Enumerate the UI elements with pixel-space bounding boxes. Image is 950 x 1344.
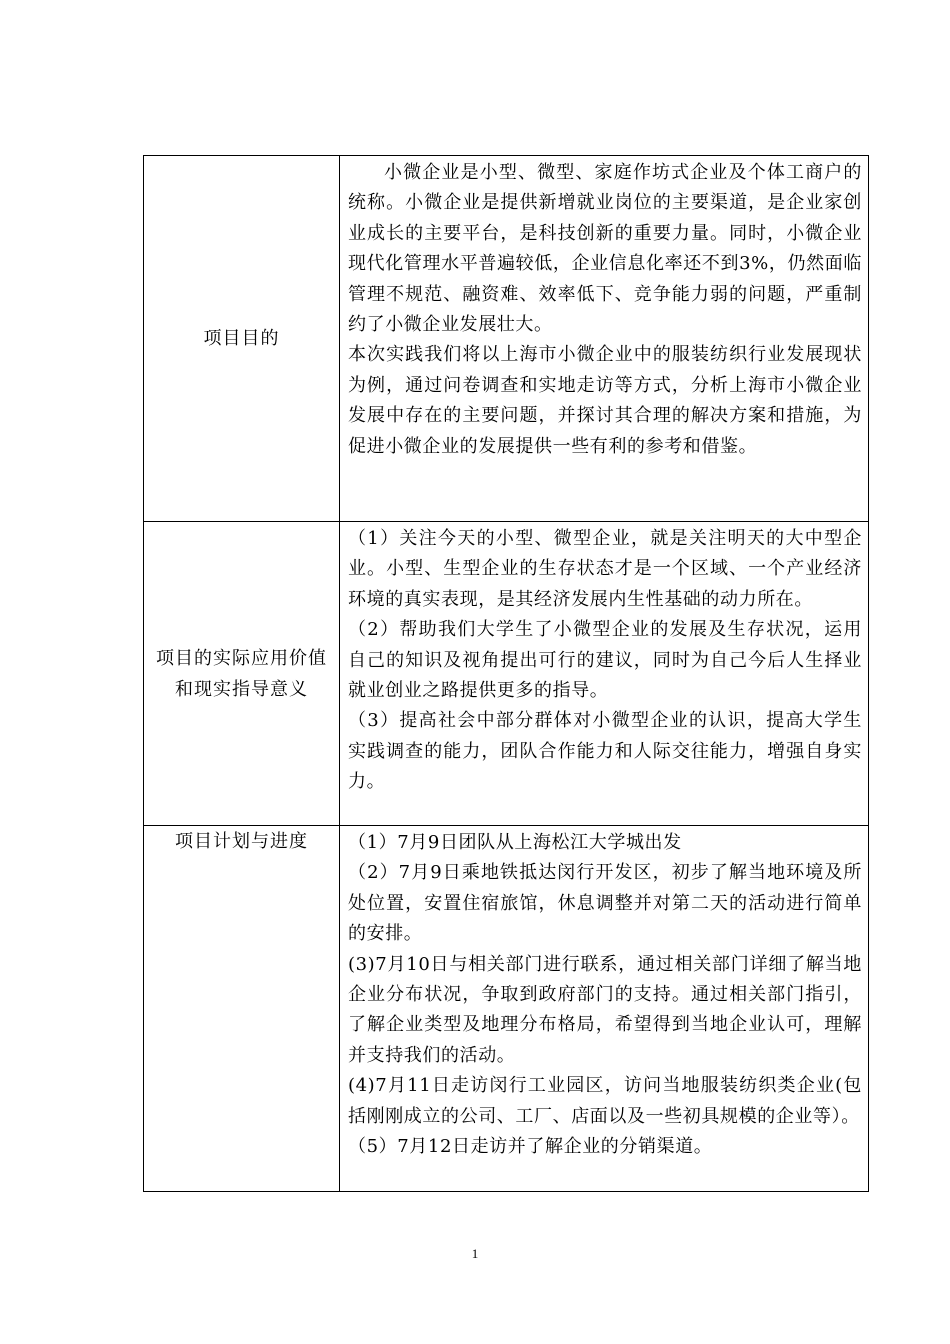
page-number: 1 bbox=[471, 1246, 479, 1261]
row-label-cell bbox=[144, 156, 340, 522]
table-row-schedule bbox=[144, 826, 869, 1192]
schedule-item-2: （2）7月9日乘地铁抵达闵行开发区，初步了解当地环境及所处位置，安置住宿旅馆，休息调整并对第二天的活动进行简单的安排。 bbox=[348, 862, 862, 945]
table-row-value bbox=[144, 522, 869, 826]
schedule-item-4: (4)7月11日走访闵行工业园区，访问当地服装纺织类企业(包括刚刚成立的公司、工厂、店面以及一些初具规模的企业等）。 bbox=[348, 1075, 862, 1127]
project-info-table bbox=[143, 155, 869, 1192]
row-label-cell bbox=[144, 826, 340, 1192]
row-label-cell bbox=[144, 522, 340, 826]
value-paragraph-3: （3）提高社会中部分群体对小微型企业的认识，提高大学生实践调查的能力，团队合作能力和人际交往能力，增强自身实力。 bbox=[348, 710, 862, 793]
row-content-cell bbox=[340, 826, 869, 1192]
row-label-value: 项目的实际应用价值和现实指导意义 bbox=[156, 647, 327, 700]
value-paragraph-1: （1）关注今天的小型、微型企业，就是关注明天的大中型企业。小型、生型企业的生存状态才是一个区域、一个产业经济环境的真实表现，是其经济发展内生性基础的动力所在。 bbox=[348, 528, 862, 610]
purpose-paragraph-2: 本次实践我们将以上海市小微企业中的服装纺织行业发展现状为例，通过问卷调查和实地走访等方式，分析上海市小微企业发展中存在的主要问题，并探讨其合理的解决方案和措施，为促进小微企业的发展提供一些有利的参考和借鉴。 bbox=[348, 344, 862, 457]
table-row-purpose bbox=[144, 156, 869, 522]
row-content-cell bbox=[340, 522, 869, 826]
purpose-paragraph-1: 小微企业是小型、微型、家庭作坊式企业及个体工商户的统称。小微企业是提供新增就业岗位的主要渠道，是企业家创业成长的主要平台，是科技创新的重要力量。同时，小微企业现代化管理水平普遍较低，企业信息化率还不到3%，仍然面临管理不规范、融资难、效率低下、竞争能力弱的问题，严重制约了小微企业发展壮大。 bbox=[348, 162, 862, 336]
row-content-cell bbox=[340, 156, 869, 522]
value-paragraph-2: （2）帮助我们大学生了小微型企业的发展及生存状况，运用自己的知识及视角提出可行的建议，同时为自己今后人生择业就业创业之路提供更多的指导。 bbox=[348, 619, 862, 702]
row-label-purpose: 项目目的 bbox=[203, 328, 280, 349]
schedule-item-5: （5）7月12日走访并了解企业的分销渠道。 bbox=[348, 1136, 713, 1158]
schedule-item-3: (3)7月10日与相关部门进行联系，通过相关部门详细了解当地企业分布状况，争取到政府部门的支持。通过相关部门指引，了解企业类型及地理分布格局，希望得到当地企业认可，理解并支持我们的活动。 bbox=[348, 953, 862, 1066]
schedule-item-1: （1）7月9日团队从上海松江大学城出发 bbox=[348, 832, 682, 853]
row-label-schedule: 项目计划与进度 bbox=[175, 831, 308, 852]
